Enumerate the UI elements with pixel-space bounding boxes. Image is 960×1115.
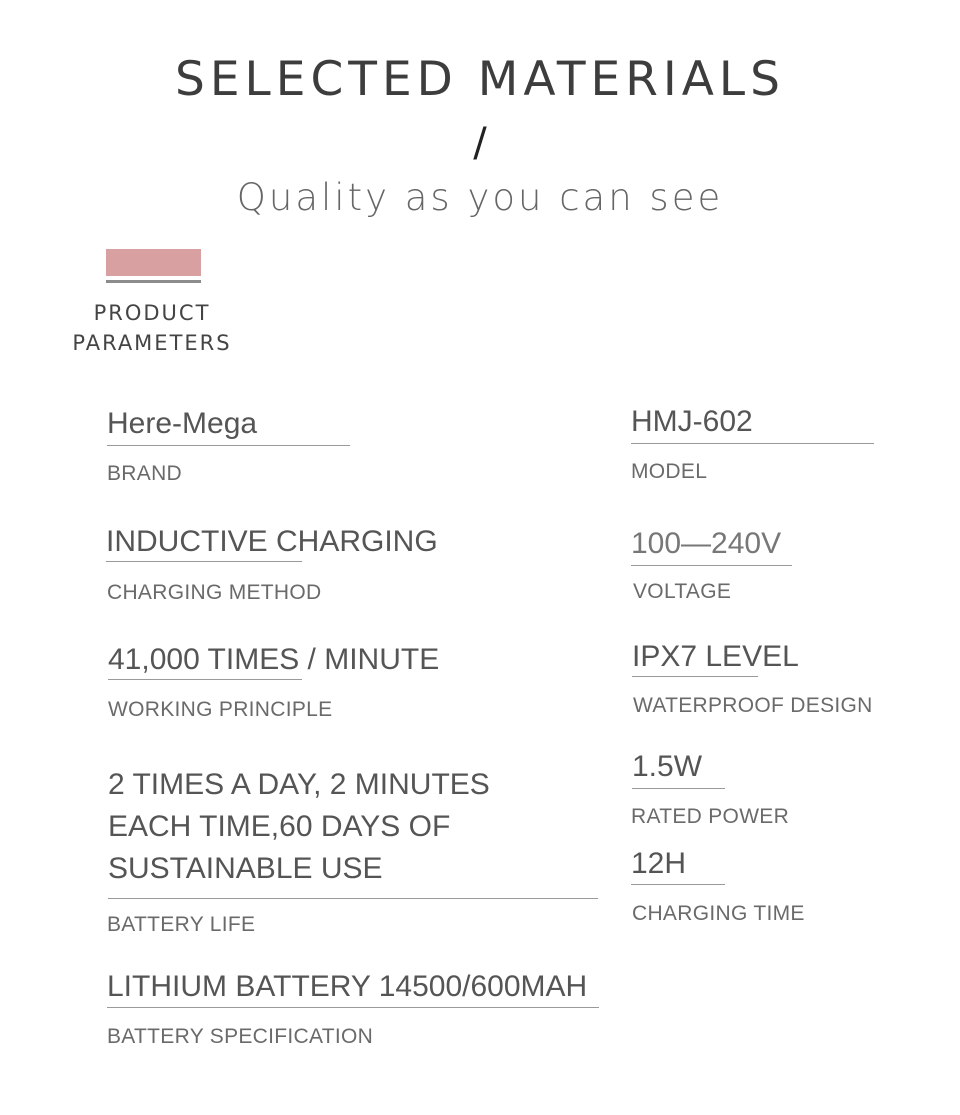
param-value: 12H <box>631 847 687 880</box>
param-value: 1.5W <box>632 750 703 783</box>
param-rule <box>107 1007 599 1008</box>
param-rule <box>632 788 725 789</box>
accent-bar <box>106 249 201 276</box>
param-label-battery-life: BATTERY LIFE <box>107 913 256 936</box>
param-rated-power <box>632 749 725 789</box>
param-rule <box>631 884 725 885</box>
param-charging-method <box>106 524 438 562</box>
param-value-line2: EACH TIME,60 DAYS OF <box>108 810 451 843</box>
param-value: INDUCTIVE CHARGING <box>106 525 438 558</box>
param-value: 41,000 TIMES / MINUTE <box>108 643 440 676</box>
param-rule <box>108 898 598 899</box>
param-waterproof <box>632 639 799 677</box>
param-label-voltage: VOLTAGE <box>633 580 732 603</box>
param-label-waterproof: WATERPROOF DESIGN <box>633 694 873 717</box>
section-heading-line2: PARAMETERS <box>72 331 232 355</box>
param-label-rated-power: RATED POWER <box>631 805 790 828</box>
param-rule <box>631 565 792 566</box>
param-value: HMJ-602 <box>631 405 753 438</box>
param-working-principle <box>108 642 439 680</box>
param-value: Here-Mega <box>107 407 258 440</box>
param-battery-life <box>108 764 598 899</box>
accent-underline <box>106 280 201 283</box>
param-rule <box>106 561 302 562</box>
param-value: 100—240V <box>631 527 782 560</box>
param-label-working-principle: WORKING PRINCIPLE <box>108 698 333 721</box>
param-label-charging-time: CHARGING TIME <box>632 902 805 925</box>
section-heading <box>52 298 252 358</box>
param-label-brand: BRAND <box>107 462 183 485</box>
param-model <box>631 404 874 444</box>
section-heading-line1: PRODUCT <box>93 301 211 325</box>
param-charging-time <box>631 846 725 885</box>
param-label-model: MODEL <box>631 460 708 483</box>
title-divider: / <box>473 120 487 166</box>
page-subtitle: Quality as you can see <box>236 176 724 219</box>
param-value: IPX7 LEVEL <box>632 640 799 673</box>
param-label-battery-spec: BATTERY SPECIFICATION <box>107 1025 374 1048</box>
param-rule <box>107 445 350 446</box>
param-label-charging-method: CHARGING METHOD <box>107 581 322 604</box>
param-rule <box>631 443 874 444</box>
page-title: SELECTED MATERIALS <box>175 52 785 107</box>
param-rule <box>108 679 302 680</box>
param-voltage <box>631 526 792 566</box>
param-value-line3: SUSTAINABLE USE <box>108 852 383 885</box>
param-value-line1: 2 TIMES A DAY, 2 MINUTES <box>108 768 490 801</box>
param-rule <box>632 676 758 677</box>
param-value: LITHIUM BATTERY 14500/600MAH <box>107 970 588 1003</box>
param-brand <box>107 406 350 446</box>
param-battery-spec <box>107 969 599 1008</box>
